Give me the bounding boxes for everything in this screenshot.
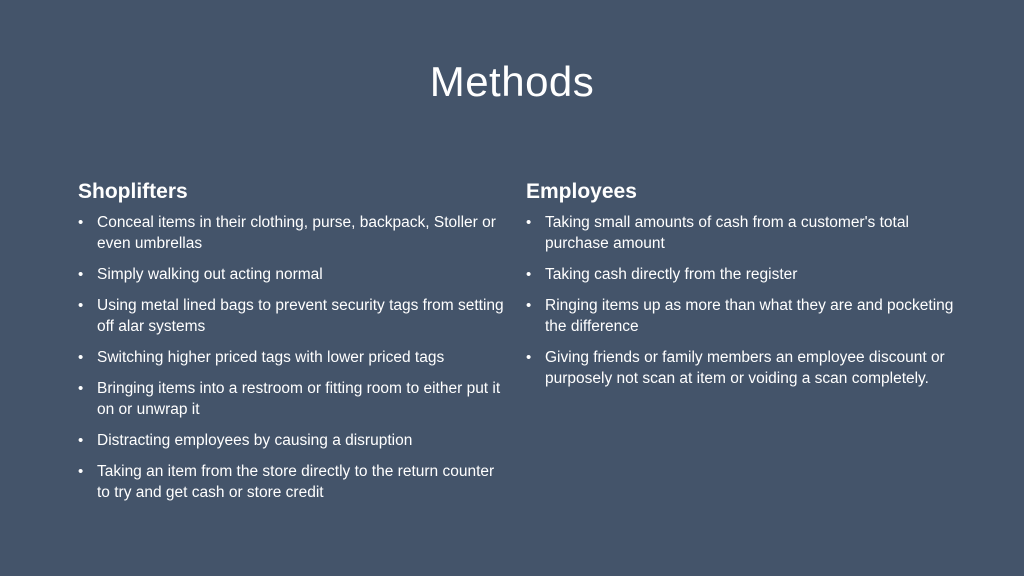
- list-item-text: Conceal items in their clothing, purse, backpack, Stoller or even umbrellas: [97, 214, 496, 252]
- list-item: [526, 264, 956, 285]
- employees-column: [526, 178, 956, 399]
- bullet-icon: •: [526, 214, 532, 231]
- slide-title: Methods: [429, 58, 595, 105]
- shoplifters-list: [78, 212, 508, 503]
- list-item-text: Giving friends or family members an employee discount or purposely not scan at item or voiding a scan completely.: [545, 349, 945, 387]
- bullet-icon: •: [78, 297, 84, 314]
- bullet-icon: •: [526, 297, 532, 314]
- bullet-icon: •: [526, 266, 532, 283]
- bullet-icon: •: [78, 349, 84, 366]
- list-item: [78, 295, 508, 337]
- shoplifters-column: [78, 178, 508, 513]
- list-item-text: Simply walking out acting normal: [97, 266, 323, 283]
- employees-list: [526, 212, 956, 389]
- list-item: [526, 295, 956, 337]
- list-item: [526, 212, 956, 254]
- list-item-text: Taking cash directly from the register: [545, 266, 798, 283]
- list-item: [78, 461, 508, 503]
- bullet-icon: •: [78, 214, 84, 231]
- list-item-text: Ringing items up as more than what they are and pocketing the difference: [545, 297, 954, 335]
- list-item: [78, 430, 508, 451]
- list-item: [78, 212, 508, 254]
- bullet-icon: •: [526, 349, 532, 366]
- bullet-icon: •: [78, 463, 84, 480]
- list-item-text: Bringing items into a restroom or fitting room to either put it on or unwrap it: [97, 380, 501, 418]
- list-item-text: Taking small amounts of cash from a customer's total purchase amount: [545, 214, 909, 252]
- list-item-text: Taking an item from the store directly to the return counter to try and get cash or store credit: [97, 463, 495, 501]
- list-item: [78, 378, 508, 420]
- bullet-icon: •: [78, 380, 84, 397]
- bullet-icon: •: [78, 432, 84, 449]
- list-item: [78, 347, 508, 368]
- list-item: [78, 264, 508, 285]
- bullet-icon: •: [78, 266, 84, 283]
- employees-heading: Employees: [526, 180, 637, 203]
- list-item-text: Switching higher priced tags with lower priced tags: [97, 349, 445, 366]
- list-item-text: Using metal lined bags to prevent security tags from setting off alar systems: [97, 297, 504, 335]
- list-item: [526, 347, 956, 389]
- list-item-text: Distracting employees by causing a disruption: [97, 432, 413, 449]
- shoplifters-heading: Shoplifters: [78, 180, 188, 203]
